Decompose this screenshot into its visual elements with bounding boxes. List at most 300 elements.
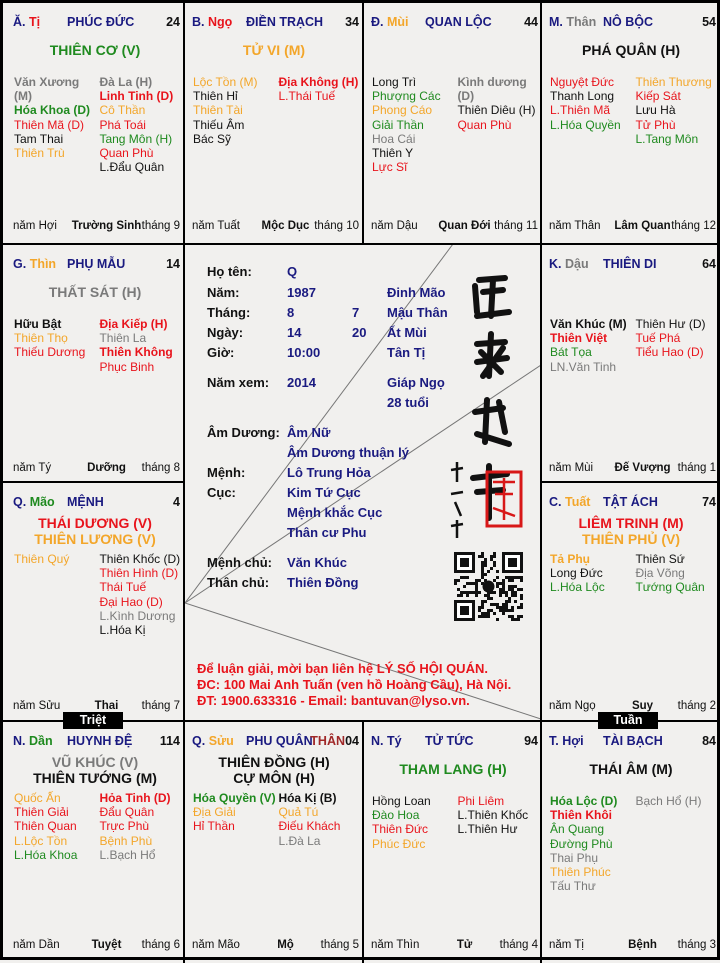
branch-name: Sửu (208, 734, 234, 748)
star-item: Lưu Hà (635, 103, 676, 118)
palace-11[interactable] (364, 722, 542, 960)
thanchu-label: Thân chủ: (207, 575, 270, 590)
branch-name: Mùi (386, 15, 409, 29)
qr-code[interactable] (454, 552, 523, 621)
stars-left (14, 317, 99, 374)
palace-branch (13, 734, 53, 748)
palace-branch (192, 734, 234, 748)
minor-stars (372, 75, 540, 174)
stars-right (99, 791, 182, 862)
palace-branch (13, 15, 40, 29)
footer-year: năm Thìn (371, 939, 420, 951)
branch-letter: G. (13, 257, 27, 271)
palace-age-number: 14 (166, 257, 180, 271)
menhchu-value: Văn Khúc (287, 555, 347, 570)
palace-3[interactable] (364, 3, 542, 241)
palace-age-number: 4 (173, 495, 180, 509)
star-item: Thiên Phúc (550, 865, 611, 880)
star-item: Kiếp Sát (635, 89, 681, 104)
footer-month: tháng 4 (499, 939, 538, 951)
star-item: L.Kình Dương (99, 608, 176, 623)
star-item: L.Hóa Lộc (550, 580, 605, 595)
branch-letter: Đ. (371, 15, 384, 29)
than-marker: THÂN (310, 734, 345, 748)
month-lunar: 7 (352, 305, 360, 320)
star-item: Quan Phù (457, 117, 512, 132)
palace-branch (549, 15, 596, 29)
palace-age-number: 84 (702, 734, 716, 748)
star-item: Thiên Thương (635, 75, 712, 89)
footer-month: tháng 12 (671, 220, 716, 232)
palace-age-number: 74 (702, 495, 716, 509)
palace-name: THIÊN DI (603, 257, 657, 271)
star-item: Tấu Thư (550, 879, 596, 894)
main-stars (542, 760, 720, 778)
star-item: Tuế Phá (635, 331, 681, 346)
palace-age-number: 64 (702, 257, 716, 271)
month-label: Tháng: (207, 305, 251, 320)
name-value: Q (287, 264, 298, 279)
calligraphy-logo (447, 272, 527, 542)
palace-footer (371, 220, 538, 234)
palace-header (549, 257, 716, 273)
star-item: Thiên Quan (14, 819, 77, 834)
main-star: PHÁ QUÂN (H) (582, 42, 680, 58)
branch-name: Thân (566, 15, 597, 29)
amduong-label: Âm Dương: (207, 425, 280, 440)
footer-stage: Mộc Dục (261, 220, 310, 232)
star-item: Quốc Ấn (14, 791, 61, 805)
star-item: Long Trì (372, 75, 417, 89)
stars-left (193, 791, 278, 848)
day-lunar: 20 (352, 325, 367, 340)
star-item: Phi Liêm (457, 794, 505, 808)
star-item: Hóa Quyền (V) (193, 791, 276, 805)
star-item: Địa Võng (635, 566, 685, 581)
star-item: Phúc Đức (372, 836, 426, 851)
minor-stars (14, 317, 182, 374)
palace-branch (13, 495, 55, 509)
palace-4[interactable] (542, 3, 720, 241)
main-star: CỰ MÔN (H) (233, 770, 315, 786)
main-star: THÁI DƯƠNG (V) (38, 515, 152, 531)
palace-header (549, 15, 716, 31)
stars-left (14, 75, 99, 174)
palace-footer (371, 939, 538, 953)
contact-phone-email[interactable]: ĐT: 1900.633316 - Email: bantuvan@lyso.vn. (197, 693, 470, 708)
amduong-note: Âm Dương thuận lý (287, 445, 409, 460)
year-canchi: Đinh Mão (387, 285, 446, 300)
palace-age-number: 44 (524, 15, 538, 29)
branch-letter: B. (192, 15, 205, 29)
star-item: Trực Phù (99, 819, 150, 834)
star-item: Thiên Thọ (14, 331, 68, 346)
star-item: LN.Văn Tinh (550, 359, 617, 374)
star-item: Tang Môn (H) (99, 131, 173, 146)
star-item: L.Hóa Quyền (550, 117, 621, 132)
menhchu-label: Mệnh chủ: (207, 555, 272, 570)
palace-header (371, 15, 538, 31)
tuan-marker: Tuần (598, 712, 658, 729)
palace-8[interactable] (542, 483, 720, 721)
main-stars (6, 41, 184, 59)
star-item: Linh Tinh (D) (99, 89, 174, 104)
main-stars (185, 41, 363, 59)
palace-name: TỬ TỨC (425, 734, 474, 748)
palace-header (549, 734, 716, 750)
palace-name: PHỤ MẪU (67, 257, 126, 271)
palace-footer (192, 939, 359, 953)
palace-age-number: 94 (524, 734, 538, 748)
branch-name: Hợi (562, 734, 584, 748)
branch-letter: Q. (192, 734, 206, 748)
star-item: Thái Tuế (99, 580, 147, 595)
star-item: Thiên Quý (14, 552, 70, 566)
palace-age-number: 24 (166, 15, 180, 29)
footer-year: năm Thân (549, 220, 601, 232)
branch-letter: N. (13, 734, 26, 748)
palace-footer (549, 939, 716, 953)
footer-month: tháng 11 (494, 220, 538, 232)
main-star: LIÊM TRINH (M) (578, 515, 684, 531)
footer-year: năm Tuất (192, 220, 240, 232)
branch-name: Ngọ (207, 15, 233, 29)
minor-stars (372, 794, 540, 851)
stars-left (14, 552, 99, 637)
palace-header (13, 734, 180, 750)
stars-right (99, 75, 182, 174)
star-item: Quan Phù (99, 146, 154, 161)
view-year-canchi: Giáp Ngọ (387, 375, 445, 390)
star-item: Văn Khúc (M) (550, 317, 627, 331)
hour-value: 10:00 (287, 345, 321, 360)
footer-stage: Thai (94, 700, 119, 712)
cuc-note-2: Thân cư Phu (287, 525, 367, 540)
palace-footer (13, 462, 180, 476)
branch-name: Thìn (29, 257, 57, 271)
palace-name: TẬT ÁCH (603, 495, 658, 509)
main-star: THIÊN PHỦ (V) (582, 531, 680, 547)
main-stars (6, 515, 184, 547)
star-item: Tam Thai (14, 131, 64, 146)
star-item: Hoa Cái (372, 131, 416, 146)
stars-left (14, 791, 99, 862)
stars-left (193, 75, 278, 146)
branch-letter: K. (549, 257, 562, 271)
footer-month: tháng 7 (141, 700, 180, 712)
branch-name: Dần (28, 734, 53, 748)
palace-branch (549, 734, 584, 748)
stars-right (99, 317, 182, 374)
branch-name: Tị (28, 15, 41, 29)
star-item: Đà La (H) (99, 75, 153, 89)
star-item: L.Thiên Hư (457, 822, 518, 837)
star-item: Thiên Hư (D) (635, 317, 706, 331)
stars-left (550, 317, 635, 374)
year-label: Năm: (207, 285, 240, 300)
star-item: Đại Hao (D) (99, 594, 163, 609)
star-item: Phong Cáo (372, 103, 433, 118)
stars-left (550, 794, 635, 893)
palace-header (192, 734, 359, 750)
menh-label: Mệnh: (207, 465, 246, 480)
star-item: Địa Kiếp (H) (99, 317, 168, 331)
star-item: Đường Phù (550, 836, 613, 851)
star-item: Quả Tú (278, 805, 319, 820)
star-item: Địa Giải (193, 805, 236, 820)
stars-right (457, 794, 540, 851)
footer-year: năm Sửu (13, 700, 61, 712)
star-item: Thiếu Âm (193, 117, 245, 132)
stars-right (635, 794, 718, 893)
star-item: Đào Hoa (372, 808, 420, 823)
footer-stage: Suy (631, 700, 654, 712)
palace-footer (549, 462, 716, 476)
branch-name: Mão (29, 495, 55, 509)
stars-right (635, 552, 718, 595)
star-item: L.Đà La (278, 833, 321, 848)
footer-stage: Mộ (277, 939, 294, 951)
minor-stars (550, 75, 718, 146)
star-item: L.Hóa Khoa (14, 847, 78, 862)
star-item: L.Tang Môn (635, 131, 699, 146)
footer-stage: Đế Vượng (614, 462, 671, 474)
palace-header (13, 257, 180, 273)
main-star: THIÊN ĐỒNG (H) (218, 754, 330, 770)
stars-right (99, 552, 182, 637)
main-stars (364, 760, 542, 778)
palace-header (192, 15, 359, 31)
footer-year: năm Tý (13, 462, 52, 474)
palace-9[interactable] (6, 722, 184, 960)
branch-name: Tuất (564, 495, 591, 509)
star-item: Phục Binh (99, 359, 155, 374)
palace-header (549, 495, 716, 511)
star-item: Hóa Kị (B) (278, 791, 337, 805)
stars-right (457, 75, 540, 174)
stars-right (635, 317, 718, 374)
minor-stars (14, 552, 182, 637)
cuc-label: Cục: (207, 485, 236, 500)
star-item: L.Thiên Khốc (457, 808, 529, 823)
star-item: Thiên Không (99, 345, 173, 360)
palace-age-number: 54 (702, 15, 716, 29)
star-item: Giải Thần (372, 117, 424, 132)
star-item: Hỉ Thần (193, 819, 235, 834)
star-item: Lộc Tồn (M) (193, 75, 258, 89)
amduong-value: Âm Nữ (287, 425, 331, 440)
branch-name: Tý (386, 734, 402, 748)
footer-month: tháng 8 (141, 462, 180, 474)
main-stars (6, 754, 184, 786)
palace-age-number: 04 (345, 734, 359, 748)
star-item: Bạch Hổ (H) (635, 794, 702, 808)
main-star: THẤT SÁT (H) (48, 284, 142, 300)
contact-address: ĐC: 100 Mai Anh Tuấn (ven hồ Hoàng Cầu), Hà Nội. (197, 677, 512, 692)
star-item: L.Bạch Hổ (99, 847, 156, 862)
star-item: Đẩu Quân (99, 805, 155, 820)
palace-12[interactable] (542, 722, 720, 960)
star-item: Hồng Loan (372, 794, 431, 808)
palace-name: ĐIỀN TRẠCH (246, 15, 324, 29)
palace-branch (549, 257, 589, 271)
footer-month: tháng 6 (141, 939, 180, 951)
branch-letter: M. (549, 15, 563, 29)
cuc-value: Kim Tứ Cục (287, 485, 361, 500)
day-solar: 14 (287, 325, 302, 340)
minor-stars (550, 794, 718, 893)
minor-stars (14, 791, 182, 862)
palace-header (13, 15, 180, 31)
star-item: Hóa Khoa (D) (14, 103, 90, 118)
palace-2[interactable] (185, 3, 363, 241)
year-value: 1987 (287, 285, 316, 300)
palace-7[interactable] (6, 483, 184, 721)
star-item: Hóa Lộc (D) (550, 794, 618, 808)
star-item: L.Hóa Kị (99, 623, 146, 638)
palace-10[interactable] (185, 722, 363, 960)
palace-branch (549, 495, 590, 509)
palace-6[interactable] (542, 245, 720, 483)
star-item: Điếu Khách (278, 819, 341, 834)
star-item: L.Đẩu Quân (99, 160, 165, 175)
stars-left (550, 75, 635, 146)
palace-footer (13, 939, 180, 953)
palace-1[interactable] (6, 3, 184, 241)
month-canchi: Mậu Thân (387, 305, 448, 320)
stars-left (550, 552, 635, 595)
star-item: Thiên Sứ (635, 552, 685, 566)
stars-left (372, 794, 457, 851)
branch-letter: Ă. (13, 15, 26, 29)
palace-name: TÀI BẠCH (603, 734, 663, 748)
branch-letter: N. (371, 734, 384, 748)
main-star: THAM LANG (H) (399, 761, 507, 777)
star-item: Thiếu Dương (14, 345, 86, 360)
star-item: Bát Tọa (550, 345, 592, 360)
minor-stars (14, 75, 182, 174)
footer-month: tháng 1 (677, 462, 716, 474)
main-star: THIÊN LƯƠNG (V) (34, 531, 156, 547)
main-stars (542, 41, 720, 59)
star-item: Thiên Hình (D) (99, 566, 179, 581)
footer-stage: Trường Sinh (71, 220, 142, 232)
footer-stage: Tử (456, 939, 473, 951)
star-item: Cô Thần (99, 103, 146, 118)
palace-name: PHÚC ĐỨC (67, 15, 135, 29)
footer-year: năm Ngọ (549, 700, 596, 712)
thanchu-value: Thiên Đồng (287, 575, 359, 590)
footer-stage: Lâm Quan (614, 220, 671, 232)
minor-stars (193, 75, 361, 146)
palace-header (13, 495, 180, 511)
footer-year: năm Dần (13, 939, 60, 951)
minor-stars (550, 552, 718, 595)
footer-month: tháng 3 (677, 939, 716, 951)
star-item: Thanh Long (550, 89, 615, 104)
main-star: TỬ VI (M) (242, 42, 306, 58)
star-item: Tử Phù (635, 117, 676, 132)
star-item: Phá Toái (99, 117, 146, 132)
hour-canchi: Tân Tị (387, 345, 426, 360)
footer-month: tháng 9 (141, 220, 180, 232)
palace-footer (549, 220, 716, 234)
stars-right (278, 791, 361, 848)
star-item: Lực Sĩ (372, 160, 408, 175)
footer-month: tháng 10 (314, 220, 359, 232)
star-item: Phượng Các (372, 89, 441, 104)
palace-5[interactable] (6, 245, 184, 483)
star-item: Thiên Diêu (H) (457, 103, 536, 118)
main-star: THIÊN TƯỚNG (M) (33, 770, 157, 786)
star-item: Thiên Đức (372, 822, 429, 837)
star-item: Địa Không (H) (278, 75, 359, 89)
palace-branch (371, 15, 409, 29)
footer-year: năm Mùi (549, 462, 594, 474)
star-item: Bệnh Phù (99, 833, 153, 848)
star-item: Thiên Tài (193, 103, 243, 118)
triet-marker: Triệt (63, 712, 123, 729)
palace-branch (13, 257, 56, 271)
view-year-value: 2014 (287, 375, 316, 390)
star-item: Hỏa Tinh (D) (99, 791, 171, 805)
age-value: 28 tuổi (387, 395, 429, 410)
palace-age-number: 34 (345, 15, 359, 29)
main-star: THÁI ÂM (M) (589, 761, 673, 777)
star-item: Hữu Bật (14, 317, 62, 331)
month-solar: 8 (287, 305, 295, 320)
palace-branch (371, 734, 402, 748)
branch-letter: C. (549, 495, 562, 509)
footer-stage: Tuyệt (91, 939, 122, 951)
palace-name: MỆNH (67, 495, 104, 509)
day-label: Ngày: (207, 325, 244, 340)
footer-stage: Dưỡng (87, 462, 126, 474)
star-item: Thiên Khôi (550, 808, 612, 823)
footer-year: năm Hợi (13, 220, 57, 232)
star-item: Tiểu Hao (D) (635, 345, 704, 360)
minor-stars (550, 317, 718, 374)
palace-header (371, 734, 538, 750)
star-item: Bác Sỹ (193, 131, 232, 146)
main-stars (6, 283, 184, 301)
menh-value: Lô Trung Hỏa (287, 465, 371, 480)
palace-footer (192, 220, 359, 234)
name-label: Họ tên: (207, 264, 252, 279)
star-item: Thiên Khốc (D) (99, 552, 181, 566)
star-item: L.Thái Tuế (278, 89, 336, 104)
branch-name: Dậu (564, 257, 589, 271)
star-item: Tướng Quân (635, 580, 705, 595)
footer-year: năm Mão (192, 939, 240, 951)
main-stars (185, 754, 363, 786)
footer-year: năm Dậu (371, 220, 418, 232)
day-canchi: Ất Mùi (387, 325, 427, 340)
star-item: Thiên Mã (D) (14, 117, 85, 132)
branch-letter: Q. (13, 495, 27, 509)
star-item: Văn Xương (M) (14, 75, 80, 104)
palace-name: HUYNH ĐỆ (67, 734, 133, 748)
star-item: Ân Quang (550, 822, 605, 837)
info-panel (185, 244, 541, 722)
main-star: VŨ KHÚC (V) (51, 754, 139, 770)
star-item: Nguyệt Đức (550, 75, 615, 89)
star-item: L.Thiên Mã (550, 103, 611, 118)
star-item: Thai Phụ (550, 850, 599, 865)
star-item: Long Đức (550, 566, 603, 581)
minor-stars (193, 791, 361, 848)
palace-footer (13, 220, 180, 234)
